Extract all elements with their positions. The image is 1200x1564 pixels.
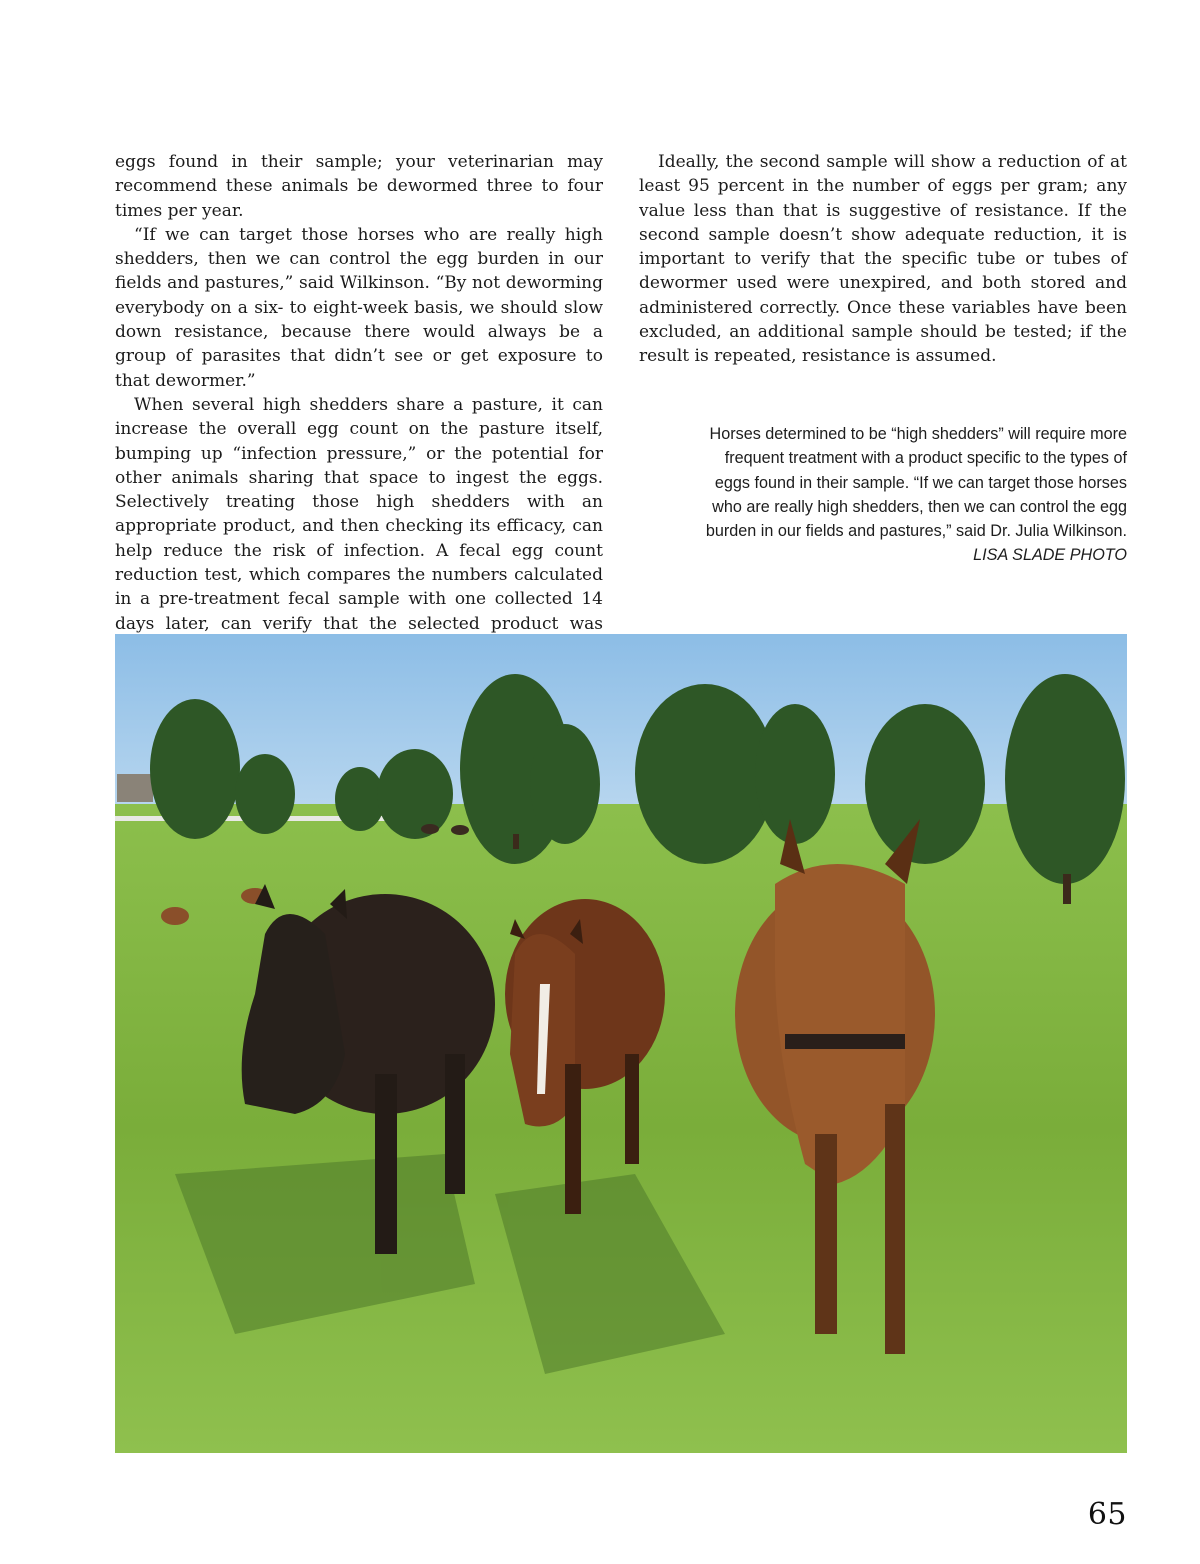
horses-photo: [115, 634, 1127, 1453]
article-column-left: [115, 150, 603, 660]
page-number: 65: [1087, 1497, 1127, 1532]
article-paragraph: “If we can target those horses who are really high shedders, then we can control the egg burden in our fields and pastures,” said Wilkinson. “By not deworming everybody on a six- to eight-week basis, we should slow down resistance, because there would always be a group of parasites that didn’t see or get exposure to that dewormer.”: [115, 224, 603, 391]
caption-text: Horses determined to be “high shedders” will require more frequent treatment with a product specific to the types of eggs found in their sample. “If we can target those horses who are really high shedders, then we can control the egg burden in our fields and pastures,” said Dr. Julia Wilkinson.: [705, 425, 1127, 541]
photo-credit: LISA SLADE PHOTO: [973, 546, 1127, 565]
photo-caption: [700, 422, 1127, 568]
article-paragraph: Ideally, the second sample will show a reduction of at least 95 percent in the number of eggs per gram; any value less than that is suggestive of resistance. If the second sample doesn’t show adequate reduction, it is important to verify that the specific tube or tubes of dewormer used were unexpired, and both stored and administered correctly. Once these variables have been excluded, an additional sample should be tested; if the result is repeated, resistance is assumed.: [639, 152, 1127, 367]
barn: [117, 774, 153, 802]
article-column-right: [639, 150, 1127, 369]
article-paragraph: eggs found in their sample; your veterinarian may recommend these animals be dewormed three to four times per year.: [115, 152, 603, 221]
article-paragraph: When several high shedders share a pasture, it can increase the overall egg count on the pasture itself, bumping up “infection pressure,” or the potential for other animals sharing that space to ingest the eggs. Selectively treating those high shedders with an appropriate product, and then checking its efficacy, can help reduce the risk of infection. A fecal egg count reduction test, which compares the numbers calculated in a pre-treatment fecal sample with one collected 14 days later, can verify that the selected product was: [115, 394, 603, 634]
